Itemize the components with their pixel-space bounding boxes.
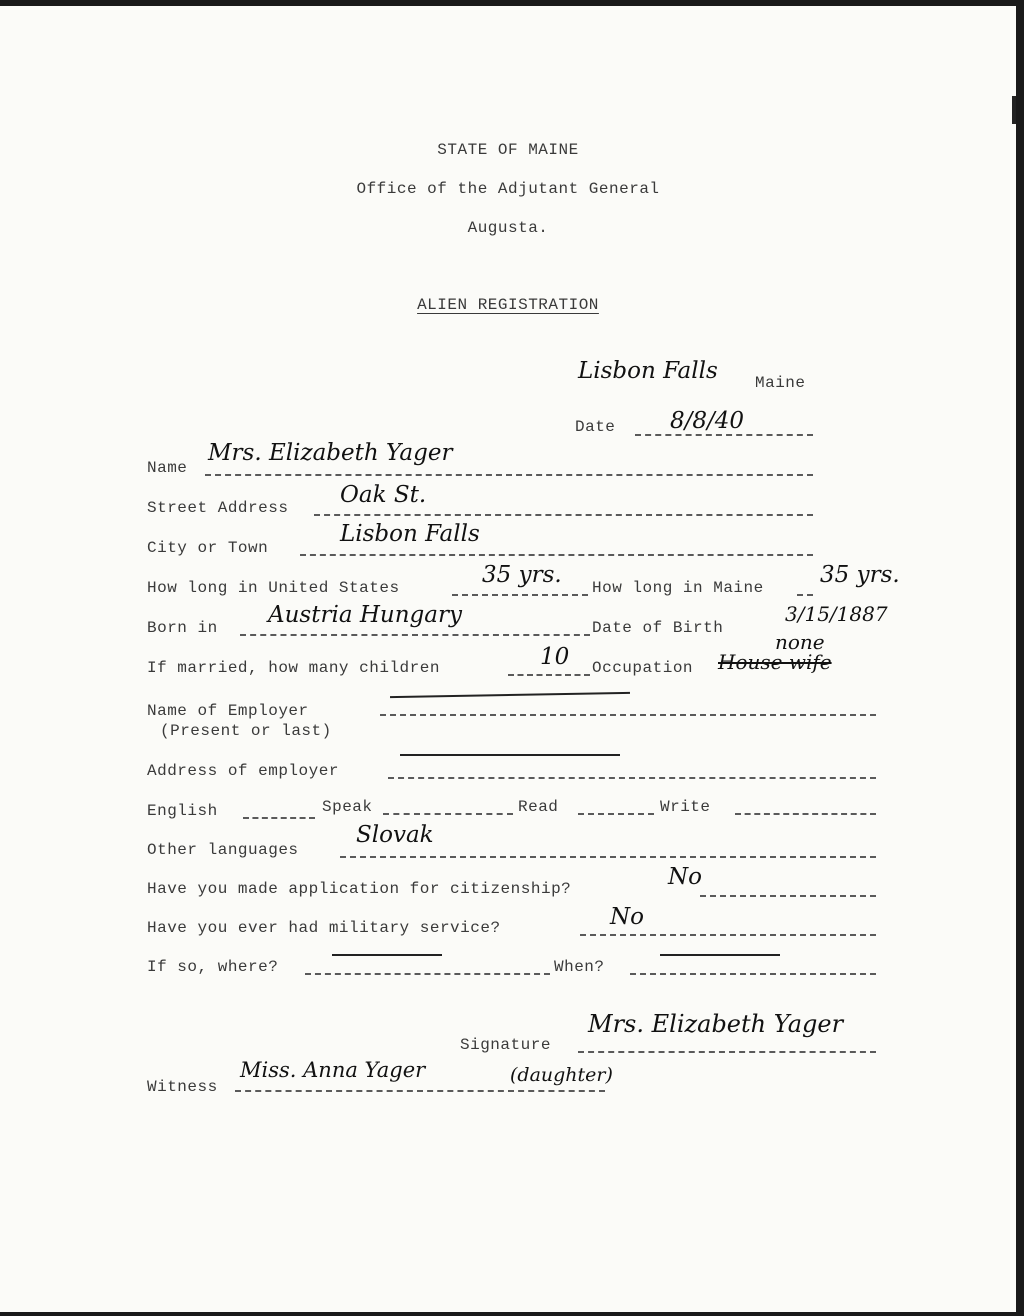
city-heading: Augusta.: [467, 219, 549, 237]
how-long-us-line: [452, 594, 588, 596]
speak-label: Speak: [322, 798, 373, 816]
handwritten-children: 10: [540, 644, 570, 670]
military-line: [580, 934, 876, 936]
handwritten-signature: Mrs. Elizabeth Yager: [588, 1010, 844, 1038]
if-so-where-label: If so, where?: [147, 958, 279, 976]
read-line: [578, 813, 654, 815]
signature-line: [578, 1051, 876, 1053]
employer-address-label: Address of employer: [147, 762, 339, 780]
handwritten-languages: Slovak: [356, 822, 434, 848]
scan-edge-mark: [1012, 96, 1016, 124]
handwritten-citizenship: No: [668, 864, 702, 890]
office-heading: Office of the Adjutant General: [356, 180, 660, 198]
date-label: Date: [575, 418, 616, 436]
when-line: [630, 973, 876, 975]
military-label: Have you ever had military service?: [147, 919, 501, 937]
maine-label: Maine: [755, 374, 806, 392]
handwritten-born-in: Austria Hungary: [268, 602, 462, 628]
city-label: City or Town: [147, 539, 269, 557]
how-long-maine-label: How long in Maine: [592, 579, 764, 597]
employer-name-pen-stroke: [390, 692, 630, 698]
handwritten-name: Mrs. Elizabeth Yager: [208, 440, 453, 466]
witness-line: [235, 1090, 605, 1092]
witness-label: Witness: [147, 1078, 218, 1096]
how-long-maine-line: [797, 594, 813, 596]
citizenship-line: [700, 895, 876, 897]
when-label: When?: [554, 958, 605, 976]
date-line: [635, 434, 813, 436]
street-address-line: [314, 514, 813, 516]
english-line: [243, 817, 315, 819]
children-label: If married, how many children: [147, 659, 440, 677]
date-of-birth-label: Date of Birth: [592, 619, 724, 637]
english-label: English: [147, 802, 218, 820]
employer-sub-label: (Present or last): [160, 722, 332, 740]
form-title: ALIEN REGISTRATION: [417, 296, 599, 314]
handwritten-occupation: none: [775, 630, 825, 654]
write-line: [735, 813, 876, 815]
when-pen-stroke: [660, 954, 780, 956]
write-label: Write: [660, 798, 711, 816]
born-in-label: Born in: [147, 619, 218, 637]
other-languages-label: Other languages: [147, 841, 299, 859]
occupation-label: Occupation: [592, 659, 694, 677]
handwritten-years-maine: 35 yrs.: [820, 562, 900, 588]
name-line: [205, 474, 813, 476]
handwritten-occupation-struck: House wife: [718, 650, 832, 674]
handwritten-town: Lisbon Falls: [578, 358, 718, 384]
where-line: [305, 973, 550, 975]
citizenship-label: Have you made application for citizenship?: [147, 880, 572, 898]
signature-label: Signature: [460, 1036, 551, 1054]
street-address-label: Street Address: [147, 499, 289, 517]
handwritten-witness: Miss. Anna Yager: [240, 1058, 426, 1082]
handwritten-years-us: 35 yrs.: [482, 562, 562, 588]
name-label: Name: [147, 459, 188, 477]
city-line: [300, 554, 813, 556]
employer-name-line: [380, 714, 876, 716]
children-line: [508, 674, 590, 676]
handwritten-date: 8/8/40: [670, 408, 745, 434]
other-languages-line: [340, 856, 876, 858]
handwritten-dob: 3/15/1887: [785, 602, 888, 626]
born-in-line: [240, 634, 590, 636]
employer-address-pen-stroke: [400, 754, 620, 756]
how-long-us-label: How long in United States: [147, 579, 400, 597]
state-heading: STATE OF MAINE: [437, 141, 579, 159]
where-pen-stroke: [332, 954, 442, 956]
read-label: Read: [518, 798, 559, 816]
handwritten-military: No: [610, 904, 644, 930]
handwritten-city: Lisbon Falls: [340, 521, 480, 547]
employer-address-line: [388, 777, 876, 779]
registration-form: [0, 6, 1016, 1312]
handwritten-witness-note: (daughter): [510, 1064, 613, 1086]
handwritten-street: Oak St.: [340, 482, 427, 508]
employer-name-label: Name of Employer: [147, 702, 309, 720]
speak-line: [383, 813, 513, 815]
